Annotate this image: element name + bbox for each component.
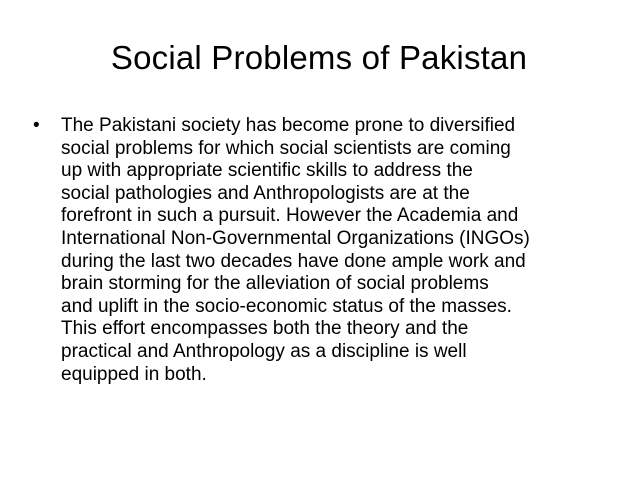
bullet-line: practical and Anthropology as a discipline is well	[61, 340, 467, 362]
bullet-line: The Pakistani society has become prone to diversified	[61, 115, 516, 136]
bullet-text	[61, 115, 613, 386]
bullet-line: social pathologies and Anthropologists are at the	[61, 182, 470, 204]
bullet-icon: •	[33, 115, 40, 136]
bullet-line: equipped in both.	[61, 363, 207, 385]
bullet-line: International Non-Governmental Organizations (INGOs)	[61, 227, 530, 249]
slide-title: Social Problems of Pakistan	[110, 39, 528, 76]
bullet-item	[33, 115, 613, 386]
bullet-line: and uplift in the socio-economic status of the masses.	[61, 295, 512, 317]
bullet-list	[33, 115, 613, 386]
bullet-line: forefront in such a pursuit. However the Academia and	[61, 205, 519, 227]
bullet-line: during the last two decades have done ample work and	[61, 250, 526, 272]
bullet-line: social problems for which social scientists are coming	[61, 137, 511, 159]
bullet-line: brain storming for the alleviation of social problems	[61, 273, 489, 295]
bullet-line: This effort encompasses both the theory and the	[61, 318, 469, 340]
bullet-line: up with appropriate scientific skills to address the	[61, 160, 473, 182]
